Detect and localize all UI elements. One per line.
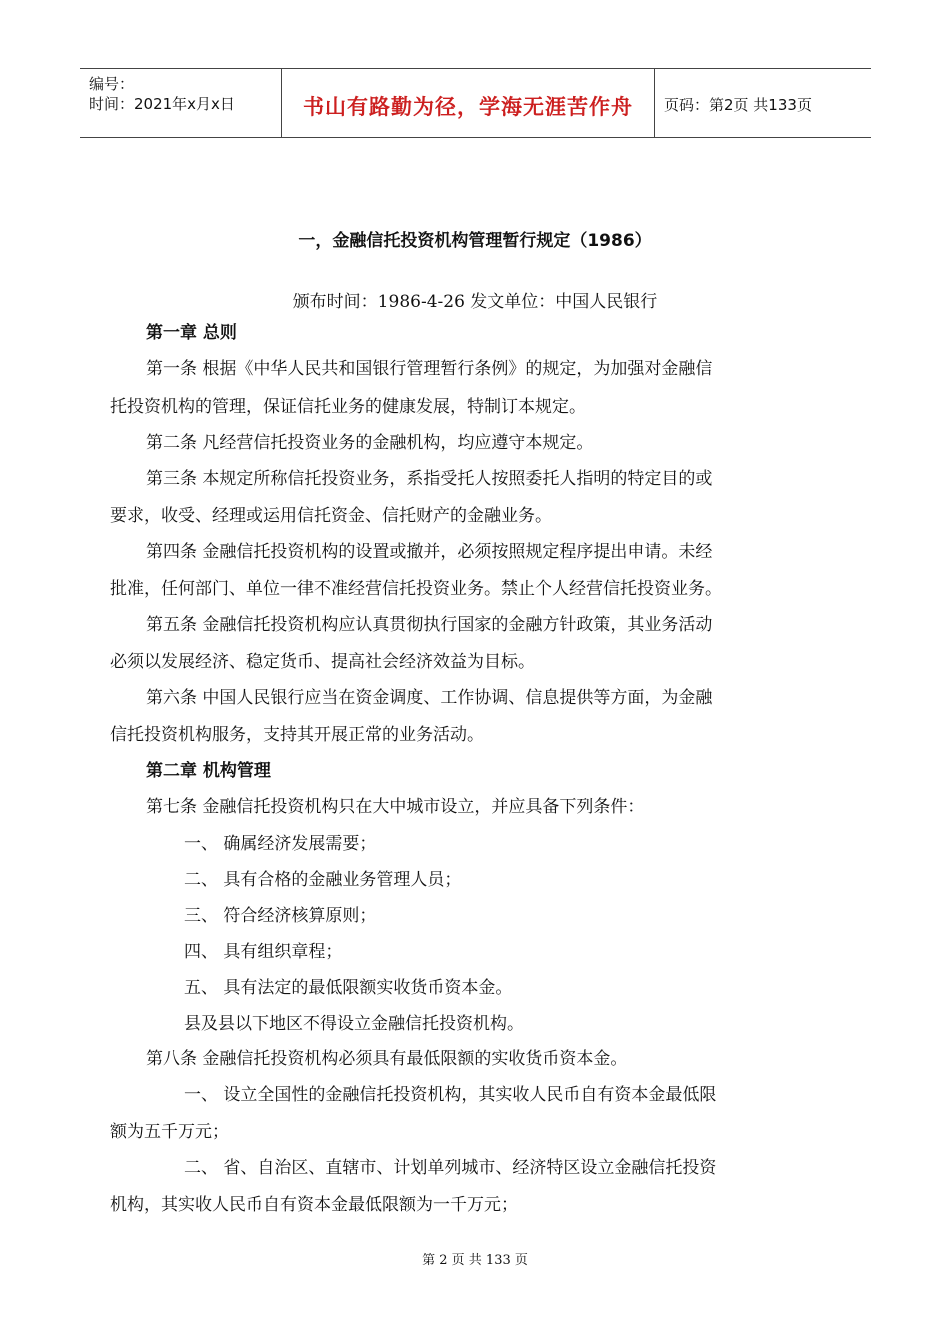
body-line: 县及县以下地区不得设立金融信托投资机构。 [184, 1014, 524, 1034]
body-line: 机构，其实收人民币自有资本金最低限额为一千万元； [110, 1195, 518, 1215]
list-item: 一、 确属经济发展需要； [184, 834, 377, 854]
chapter-heading: 第二章 机构管理 [146, 761, 271, 781]
body-line: 额为五千万元； [110, 1122, 229, 1142]
body-line: 第七条 金融信托投资机构只在大中城市设立，并应具备下列条件： [146, 797, 645, 817]
list-item: 一、 设立全国性的金融信托投资机构，其实收人民币自有资本金最低限 [184, 1085, 717, 1105]
body-line: 第六条 中国人民银行应当在资金调度、工作协调、信息提供等方面，为金融 [146, 688, 713, 708]
body-line: 要求，收受、经理或运用信托资金、信托财产的金融业务。 [110, 506, 552, 526]
body-line: 第五条 金融信托投资机构应认真贯彻执行国家的金融方针政策，其业务活动 [146, 615, 713, 635]
body-line: 信托投资机构服务，支持其开展正常的业务活动。 [110, 725, 484, 745]
serial-label: 编号： [89, 75, 135, 93]
header-page-cell [655, 69, 871, 137]
header-motto-cell [282, 69, 655, 137]
page-footer: 第 2 页 共 133 页 [422, 1253, 528, 1268]
motto: 书山有路勤为径，学海无涯苦作舟 [303, 95, 633, 119]
body-line: 批准，任何部门、单位一律不准经营信托投资业务。禁止个人经营信托投资业务。 [110, 579, 722, 599]
body-line: 第三条 本规定所称信托投资业务，系指受托人按照委托人指明的特定目的或 [146, 469, 713, 489]
header-table [80, 68, 871, 138]
body-line: 托投资机构的管理，保证信托业务的健康发展，特制订本规定。 [110, 397, 586, 417]
list-item: 三、 符合经济核算原则； [184, 906, 377, 926]
body-line: 第四条 金融信托投资机构的设置或撤并，必须按照规定程序提出申请。未经 [146, 542, 713, 562]
list-item: 四、 具有组织章程； [184, 942, 343, 962]
body-line: 第二条 凡经营信托投资业务的金融机构，均应遵守本规定。 [146, 433, 594, 453]
list-item: 五、 具有法定的最低限额实收货币资本金。 [184, 978, 513, 998]
document-title: 一，金融信托投资机构管理暂行规定（1986） [298, 231, 652, 251]
list-item: 二、 具有合格的金融业务管理人员； [184, 870, 462, 890]
list-item: 二、 省、自治区、直辖市、计划单列城市、经济特区设立金融信托投资 [184, 1158, 717, 1178]
body-line: 第一条 根据《中华人民共和国银行管理暂行条例》的规定，为加强对金融信 [146, 359, 713, 379]
chapter-heading: 第一章 总则 [146, 323, 237, 343]
time-label: 时间：2021年x月x日 [89, 95, 235, 113]
body-line: 必须以发展经济、稳定货币、提高社会经济效益为目标。 [110, 652, 535, 672]
page-label: 页码：第2页 共133页 [664, 96, 812, 114]
body-line: 第八条 金融信托投资机构必须具有最低限额的实收货币资本金。 [146, 1049, 628, 1069]
header-left-cell [80, 69, 282, 137]
document-meta: 颁布时间：1986-4-26 发文单位：中国人民银行 [292, 292, 658, 312]
